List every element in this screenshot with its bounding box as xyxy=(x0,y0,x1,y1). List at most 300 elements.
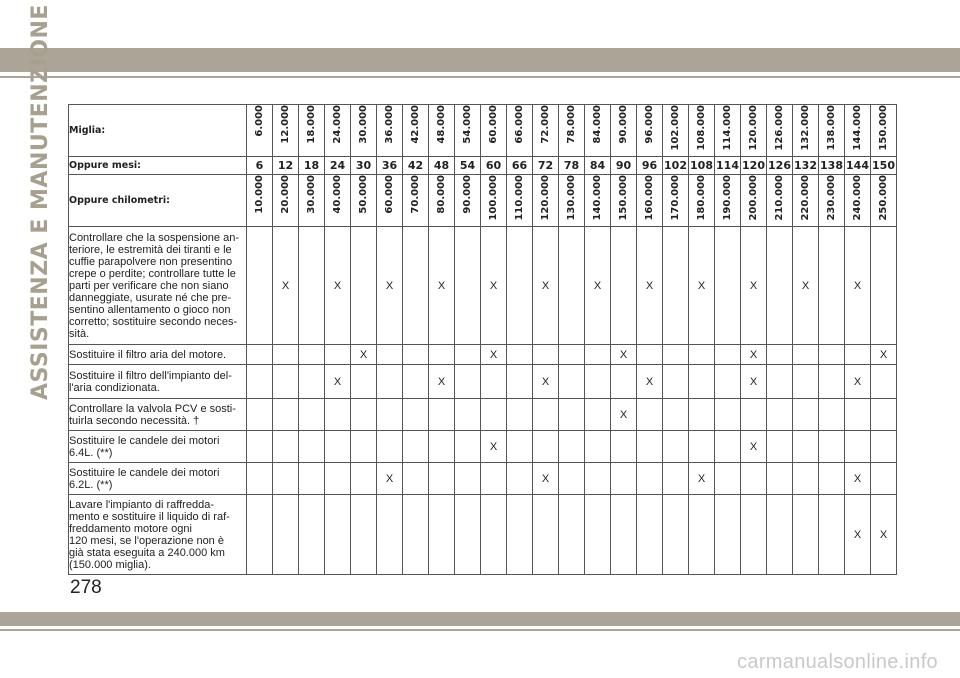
task-row xyxy=(69,431,897,463)
km-value: 150.000 xyxy=(618,175,629,221)
task-mark: X xyxy=(325,365,351,399)
miles-cell xyxy=(559,105,585,157)
months-value: 120 xyxy=(741,157,767,175)
task-mark xyxy=(715,495,741,575)
task-mark xyxy=(455,227,481,345)
months-value: 66 xyxy=(507,157,533,175)
watermark: carmanualsonline.info xyxy=(737,651,938,673)
task-mark xyxy=(845,431,871,463)
task-mark xyxy=(585,365,611,399)
task-mark xyxy=(507,495,533,575)
task-mark xyxy=(299,431,325,463)
task-mark: X xyxy=(481,227,507,345)
task-mark xyxy=(637,345,663,365)
task-mark xyxy=(247,463,273,495)
task-mark xyxy=(533,495,559,575)
task-mark xyxy=(715,463,741,495)
task-row xyxy=(69,495,897,575)
task-mark xyxy=(533,399,559,431)
miles-value: 66.000 xyxy=(514,105,525,144)
km-value: 70.000 xyxy=(410,175,421,214)
task-mark xyxy=(585,495,611,575)
task-mark: X xyxy=(741,431,767,463)
miles-cell xyxy=(273,105,299,157)
miles-cell xyxy=(793,105,819,157)
months-value: 132 xyxy=(793,157,819,175)
task-mark xyxy=(845,399,871,431)
task-mark: X xyxy=(689,227,715,345)
miles-value: 108.000 xyxy=(696,105,707,151)
miles-value: 24.000 xyxy=(332,105,343,144)
task-mark: X xyxy=(351,345,377,365)
task-mark xyxy=(559,227,585,345)
task-mark xyxy=(819,365,845,399)
miles-cell xyxy=(845,105,871,157)
task-mark: X xyxy=(481,431,507,463)
km-cell xyxy=(299,175,325,227)
km-cell xyxy=(689,175,715,227)
task-mark xyxy=(455,365,481,399)
task-mark xyxy=(767,365,793,399)
miles-cell xyxy=(715,105,741,157)
task-mark xyxy=(507,365,533,399)
km-value: 170.000 xyxy=(670,175,681,221)
miles-value: 12.000 xyxy=(280,105,291,144)
bottom-decor-bar xyxy=(0,612,960,626)
km-label: Oppure chilometri: xyxy=(69,175,247,227)
task-mark xyxy=(377,431,403,463)
bottom-decor-line xyxy=(0,629,960,631)
km-value: 210.000 xyxy=(774,175,785,221)
task-mark xyxy=(403,345,429,365)
task-mark xyxy=(247,495,273,575)
task-mark xyxy=(273,345,299,365)
task-mark xyxy=(273,431,299,463)
months-value: 24 xyxy=(325,157,351,175)
task-mark xyxy=(455,495,481,575)
months-value: 102 xyxy=(663,157,689,175)
months-value: 60 xyxy=(481,157,507,175)
task-mark: X xyxy=(611,399,637,431)
task-mark xyxy=(741,399,767,431)
miles-value: 96.000 xyxy=(644,105,655,144)
km-cell xyxy=(793,175,819,227)
task-mark xyxy=(247,345,273,365)
task-mark: X xyxy=(533,365,559,399)
task-mark xyxy=(507,463,533,495)
task-mark xyxy=(507,399,533,431)
task-mark xyxy=(871,463,897,495)
km-cell xyxy=(741,175,767,227)
task-mark xyxy=(273,463,299,495)
task-mark xyxy=(455,399,481,431)
task-mark xyxy=(299,227,325,345)
miles-value: 18.000 xyxy=(306,105,317,144)
task-mark: X xyxy=(637,365,663,399)
task-mark xyxy=(819,431,845,463)
task-mark xyxy=(559,345,585,365)
task-label: Sostituire il filtro dell'impianto del- l'aria condizionata. xyxy=(69,365,247,399)
task-mark xyxy=(299,495,325,575)
task-mark xyxy=(819,227,845,345)
task-mark xyxy=(559,365,585,399)
task-mark xyxy=(871,431,897,463)
task-mark xyxy=(403,365,429,399)
months-value: 6 xyxy=(247,157,273,175)
miles-cell xyxy=(247,105,273,157)
km-value: 60.000 xyxy=(384,175,395,214)
task-mark xyxy=(767,345,793,365)
km-cell xyxy=(325,175,351,227)
miles-cell xyxy=(481,105,507,157)
task-mark xyxy=(533,431,559,463)
miles-cell xyxy=(299,105,325,157)
task-mark xyxy=(273,399,299,431)
task-row xyxy=(69,365,897,399)
task-mark xyxy=(325,495,351,575)
km-cell xyxy=(637,175,663,227)
miles-cell xyxy=(637,105,663,157)
km-value: 160.000 xyxy=(644,175,655,221)
task-mark: X xyxy=(273,227,299,345)
task-mark: X xyxy=(793,227,819,345)
task-mark xyxy=(403,227,429,345)
task-label: Sostituire le candele dei motori 6.2L. (**) xyxy=(69,463,247,495)
months-value: 96 xyxy=(637,157,663,175)
months-value: 54 xyxy=(455,157,481,175)
miles-value: 120.000 xyxy=(748,105,759,151)
task-mark xyxy=(663,495,689,575)
task-mark xyxy=(455,345,481,365)
task-mark xyxy=(793,345,819,365)
task-mark xyxy=(351,227,377,345)
task-mark: X xyxy=(611,345,637,365)
miles-cell xyxy=(871,105,897,157)
months-value: 36 xyxy=(377,157,403,175)
km-cell xyxy=(845,175,871,227)
task-mark xyxy=(793,399,819,431)
task-mark xyxy=(741,463,767,495)
months-value: 48 xyxy=(429,157,455,175)
task-mark xyxy=(637,463,663,495)
miles-value: 126.000 xyxy=(774,105,785,151)
km-value: 100.000 xyxy=(488,175,499,221)
task-mark xyxy=(689,365,715,399)
task-mark xyxy=(559,463,585,495)
km-value: 90.000 xyxy=(462,175,473,214)
task-mark xyxy=(377,365,403,399)
task-mark xyxy=(637,431,663,463)
km-value: 130.000 xyxy=(566,175,577,221)
task-mark xyxy=(247,365,273,399)
task-mark xyxy=(455,431,481,463)
task-mark xyxy=(377,345,403,365)
task-mark xyxy=(559,431,585,463)
task-mark xyxy=(377,399,403,431)
task-mark xyxy=(481,365,507,399)
task-mark xyxy=(585,345,611,365)
miles-cell xyxy=(325,105,351,157)
task-mark: X xyxy=(637,227,663,345)
km-cell xyxy=(247,175,273,227)
km-value: 80.000 xyxy=(436,175,447,214)
top-decor-bar xyxy=(0,48,960,72)
task-mark xyxy=(663,345,689,365)
miles-value: 42.000 xyxy=(410,105,421,144)
miles-cell xyxy=(429,105,455,157)
months-value: 72 xyxy=(533,157,559,175)
task-mark xyxy=(793,365,819,399)
km-cell xyxy=(871,175,897,227)
km-cell xyxy=(403,175,429,227)
task-mark xyxy=(533,345,559,365)
task-label: Lavare l'impianto di raffredda- mento e sostituire il liquido di raf- freddamento motore ogni 120 mesi, se l'operazione non è già stata eseguita a 240.000 km (150.000 miglia). xyxy=(69,495,247,575)
months-value: 90 xyxy=(611,157,637,175)
miles-cell xyxy=(455,105,481,157)
km-cell xyxy=(819,175,845,227)
months-label: Oppure mesi: xyxy=(69,157,247,175)
months-value: 84 xyxy=(585,157,611,175)
task-mark xyxy=(507,431,533,463)
task-mark xyxy=(819,463,845,495)
task-mark xyxy=(351,495,377,575)
task-mark xyxy=(793,495,819,575)
km-cell xyxy=(585,175,611,227)
miles-cell xyxy=(533,105,559,157)
km-value: 50.000 xyxy=(358,175,369,214)
task-mark xyxy=(247,431,273,463)
km-cell xyxy=(533,175,559,227)
miles-cell xyxy=(663,105,689,157)
task-mark xyxy=(793,431,819,463)
task-mark xyxy=(559,495,585,575)
task-mark xyxy=(767,227,793,345)
miles-cell xyxy=(403,105,429,157)
task-mark xyxy=(871,227,897,345)
task-mark xyxy=(611,495,637,575)
km-cell xyxy=(611,175,637,227)
task-mark: X xyxy=(741,345,767,365)
miles-value: 132.000 xyxy=(800,105,811,151)
task-mark xyxy=(637,399,663,431)
task-mark xyxy=(689,399,715,431)
task-mark: X xyxy=(377,463,403,495)
task-mark xyxy=(767,463,793,495)
months-value: 150 xyxy=(871,157,897,175)
task-mark xyxy=(351,365,377,399)
task-mark: X xyxy=(481,345,507,365)
section-title: ASSISTENZA E MANUTENZIONE xyxy=(28,4,53,400)
maintenance-schedule-table xyxy=(68,104,897,575)
task-mark xyxy=(273,495,299,575)
task-mark xyxy=(715,345,741,365)
section-sidebar xyxy=(24,4,58,500)
months-value: 12 xyxy=(273,157,299,175)
task-mark: X xyxy=(741,365,767,399)
months-value: 42 xyxy=(403,157,429,175)
miles-value: 90.000 xyxy=(618,105,629,144)
task-mark: X xyxy=(871,345,897,365)
task-mark xyxy=(481,463,507,495)
task-mark: X xyxy=(377,227,403,345)
km-cell xyxy=(507,175,533,227)
task-mark xyxy=(403,495,429,575)
miles-value: 150.000 xyxy=(878,105,889,151)
miles-value: 78.000 xyxy=(566,105,577,144)
months-value: 114 xyxy=(715,157,741,175)
task-mark xyxy=(845,345,871,365)
task-mark xyxy=(663,431,689,463)
task-mark xyxy=(429,345,455,365)
km-cell xyxy=(429,175,455,227)
miles-cell xyxy=(767,105,793,157)
km-cell xyxy=(715,175,741,227)
miles-value: 36.000 xyxy=(384,105,395,144)
km-cell xyxy=(455,175,481,227)
km-value: 180.000 xyxy=(696,175,707,221)
miles-value: 138.000 xyxy=(826,105,837,151)
miles-value: 72.000 xyxy=(540,105,551,144)
task-label: Controllare la valvola PCV e sosti- tuirla secondo necessità. † xyxy=(69,399,247,431)
miles-cell xyxy=(611,105,637,157)
task-row xyxy=(69,345,897,365)
task-mark xyxy=(611,365,637,399)
task-mark xyxy=(325,399,351,431)
task-mark xyxy=(585,399,611,431)
task-mark xyxy=(663,399,689,431)
task-mark xyxy=(377,495,403,575)
km-value: 30.000 xyxy=(306,175,317,214)
task-mark xyxy=(715,431,741,463)
task-mark xyxy=(325,463,351,495)
task-mark xyxy=(481,495,507,575)
task-mark xyxy=(767,495,793,575)
miles-row xyxy=(69,105,897,157)
task-mark xyxy=(663,463,689,495)
task-mark xyxy=(793,463,819,495)
miles-value: 144.000 xyxy=(852,105,863,151)
page-number: 278 xyxy=(70,577,102,598)
task-mark: X xyxy=(689,463,715,495)
task-mark xyxy=(819,345,845,365)
top-decor-line xyxy=(0,76,960,78)
task-row xyxy=(69,399,897,431)
km-cell xyxy=(767,175,793,227)
task-mark xyxy=(637,495,663,575)
months-value: 78 xyxy=(559,157,585,175)
km-value: 220.000 xyxy=(800,175,811,221)
km-value: 20.000 xyxy=(280,175,291,214)
task-mark xyxy=(507,227,533,345)
task-mark: X xyxy=(533,463,559,495)
months-value: 30 xyxy=(351,157,377,175)
task-mark xyxy=(299,345,325,365)
task-mark xyxy=(611,463,637,495)
task-label: Controllare che la sospensione an- teriore, le estremità dei tiranti e le cuffie parapolvere non presentino crepe o perdite; controllare tutte le parti per verificare che non siano danneggiate, usurate né che pre- sentino allentamento o gioco non corretto; sostituire secondo neces- sità. xyxy=(69,227,247,345)
miles-value: 60.000 xyxy=(488,105,499,144)
km-value: 200.000 xyxy=(748,175,759,221)
task-mark: X xyxy=(585,227,611,345)
task-mark xyxy=(741,495,767,575)
months-value: 126 xyxy=(767,157,793,175)
km-value: 40.000 xyxy=(332,175,343,214)
task-mark: X xyxy=(325,227,351,345)
task-mark xyxy=(689,495,715,575)
months-row xyxy=(69,157,897,175)
task-mark xyxy=(403,463,429,495)
task-mark xyxy=(429,463,455,495)
task-mark: X xyxy=(845,365,871,399)
task-row xyxy=(69,227,897,345)
miles-value: 54.000 xyxy=(462,105,473,144)
miles-value: 102.000 xyxy=(670,105,681,151)
task-mark xyxy=(871,365,897,399)
task-mark xyxy=(663,365,689,399)
km-value: 190.000 xyxy=(722,175,733,221)
task-mark xyxy=(351,463,377,495)
km-value: 110.000 xyxy=(514,175,525,221)
task-mark xyxy=(767,431,793,463)
task-mark xyxy=(247,227,273,345)
km-row xyxy=(69,175,897,227)
task-mark xyxy=(325,431,351,463)
task-mark: X xyxy=(533,227,559,345)
task-mark xyxy=(715,365,741,399)
miles-value: 84.000 xyxy=(592,105,603,144)
miles-cell xyxy=(377,105,403,157)
miles-value: 48.000 xyxy=(436,105,447,144)
km-value: 230.000 xyxy=(826,175,837,221)
task-mark xyxy=(585,431,611,463)
task-mark xyxy=(559,399,585,431)
task-mark: X xyxy=(429,227,455,345)
task-mark xyxy=(715,227,741,345)
task-mark xyxy=(507,345,533,365)
task-mark xyxy=(663,227,689,345)
task-mark: X xyxy=(871,495,897,575)
task-mark xyxy=(455,463,481,495)
task-label: Sostituire il filtro aria del motore. xyxy=(69,345,247,365)
task-mark xyxy=(611,431,637,463)
task-mark: X xyxy=(845,463,871,495)
task-mark: X xyxy=(429,365,455,399)
months-value: 108 xyxy=(689,157,715,175)
km-cell xyxy=(481,175,507,227)
task-mark xyxy=(351,431,377,463)
task-mark xyxy=(715,399,741,431)
task-mark xyxy=(325,345,351,365)
task-mark xyxy=(819,495,845,575)
miles-cell xyxy=(351,105,377,157)
miles-cell xyxy=(819,105,845,157)
km-cell xyxy=(377,175,403,227)
task-mark: X xyxy=(845,227,871,345)
km-value: 250.000 xyxy=(878,175,889,221)
miles-cell xyxy=(741,105,767,157)
km-cell xyxy=(273,175,299,227)
task-mark xyxy=(403,431,429,463)
task-row xyxy=(69,463,897,495)
task-mark xyxy=(429,399,455,431)
task-label: Sostituire le candele dei motori 6.4L. (**) xyxy=(69,431,247,463)
task-mark xyxy=(585,463,611,495)
miles-cell xyxy=(689,105,715,157)
km-value: 240.000 xyxy=(852,175,863,221)
task-mark xyxy=(351,399,377,431)
miles-value: 30.000 xyxy=(358,105,369,144)
task-mark xyxy=(689,345,715,365)
months-value: 18 xyxy=(299,157,325,175)
